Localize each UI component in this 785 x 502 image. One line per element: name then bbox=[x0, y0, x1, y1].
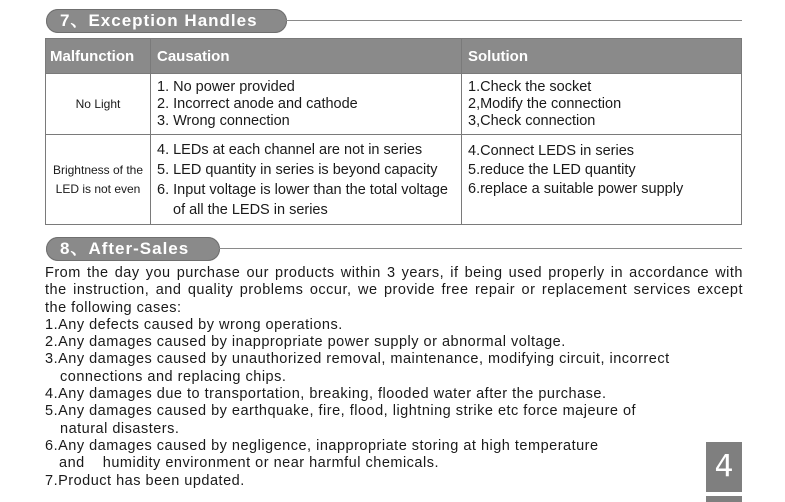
header-malfunction: Malfunction bbox=[46, 39, 151, 74]
malfunction-line: No Light bbox=[75, 96, 121, 111]
list-item: 6.Any damages caused by negligence, inappropriate storing at high temperature bbox=[45, 437, 599, 454]
section-7-title: 7、Exception Handles bbox=[46, 9, 287, 33]
section-8-title: 8、After-Sales bbox=[46, 237, 220, 261]
solution-line: 2,Modify the connection bbox=[468, 95, 622, 112]
exception-table bbox=[45, 38, 742, 225]
causation-line: 4. LEDs at each channel are not in series bbox=[157, 141, 423, 158]
solution-line: 6.replace a suitable power supply bbox=[468, 181, 684, 197]
list-item: 4.Any damages due to transportation, breaking, flooded water after the purchase. bbox=[45, 386, 607, 403]
table-row bbox=[46, 135, 742, 225]
solution-cell bbox=[462, 135, 742, 225]
list-item: 3.Any damages caused by unauthorized removal, maintenance, modifying circuit, incorrect bbox=[45, 351, 670, 368]
causation-line: 3. Wrong connection bbox=[157, 112, 290, 129]
list-item: 1.Any defects caused by wrong operations. bbox=[45, 316, 343, 333]
causation-line: of all the LEDS in series bbox=[173, 201, 328, 218]
after-sales-text bbox=[45, 265, 743, 490]
table-header-row bbox=[46, 39, 742, 74]
list-item-continuation: and humidity environment or near harmful chemicals. bbox=[59, 455, 439, 472]
solution-line: 5.reduce the LED quantity bbox=[468, 162, 636, 178]
solution-line: 4.Connect LEDS in series bbox=[468, 143, 635, 159]
table-row bbox=[46, 74, 742, 135]
solution-line: 1.Check the socket bbox=[468, 78, 592, 95]
causation-cell bbox=[151, 74, 462, 135]
list-item-continuation: connections and replacing chips. bbox=[60, 368, 287, 385]
page-number-bar bbox=[706, 496, 742, 502]
malfunction-cell bbox=[46, 74, 151, 135]
page-number-badge: 4 bbox=[706, 442, 742, 492]
list-item: 2.Any damages caused by inappropriate power supply or abnormal voltage. bbox=[45, 334, 566, 351]
malfunction-line: Brightness of the bbox=[52, 162, 144, 177]
malfunction-line: LED is not even bbox=[55, 181, 141, 196]
list-item: 7.Product has been updated. bbox=[45, 472, 245, 489]
solution-line: 3,Check connection bbox=[468, 112, 596, 129]
header-solution: Solution bbox=[462, 39, 742, 74]
causation-line: 2. Incorrect anode and cathode bbox=[157, 95, 358, 112]
causation-line: 5. LED quantity in series is beyond capacity bbox=[157, 161, 438, 178]
header-causation: Causation bbox=[151, 39, 462, 74]
after-sales-intro: From the day you purchase our products within 3 years, if being used properly in accordance with the instruction, and quality problems occur, we provide free repair or replacement services except the following cases: bbox=[45, 265, 743, 316]
malfunction-cell bbox=[46, 135, 151, 225]
list-item-continuation: natural disasters. bbox=[60, 420, 180, 437]
causation-line: 1. No power provided bbox=[157, 78, 295, 95]
solution-cell bbox=[462, 74, 742, 135]
section-7-rule bbox=[286, 20, 742, 21]
section-8-rule bbox=[219, 248, 742, 249]
causation-cell bbox=[151, 135, 462, 225]
list-item: 5.Any damages caused by earthquake, fire, flood, lightning strike etc force majeure of bbox=[45, 403, 637, 420]
causation-line: 6. Input voltage is lower than the total voltage bbox=[157, 181, 448, 198]
